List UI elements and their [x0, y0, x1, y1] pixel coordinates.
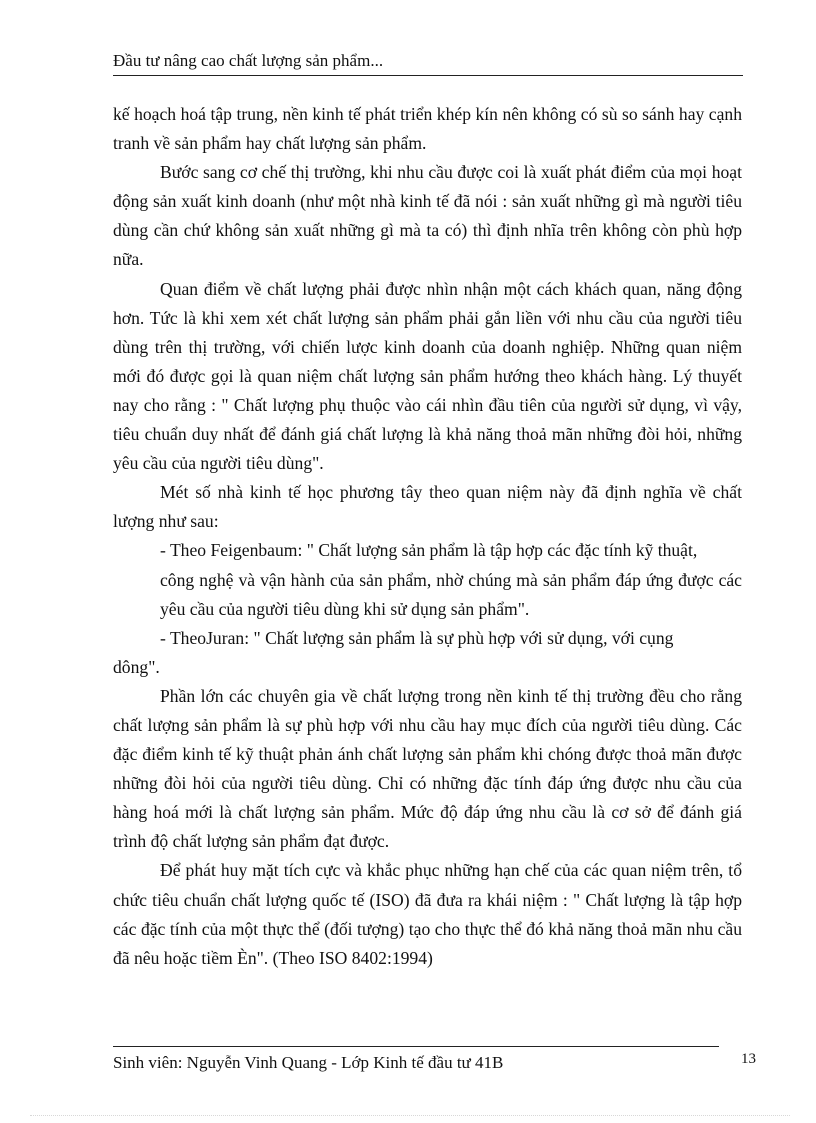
page-body: [113, 100, 742, 973]
paragraph-continuation: kế hoạch hoá tập trung, nền kinh tế phát triển khép kín nên không có sù so sánh hay cạnh tranh về sản phẩm hay chất lượng sản phẩm.: [113, 104, 742, 154]
page-bottom-edge: [30, 1115, 790, 1116]
page-number: 13: [741, 1051, 756, 1067]
quote-feigenbaum-cont: công nghệ và vận hành của sản phẩm, nhờ chúng mà sản phẩm đáp ứng được các yêu cầu của người tiêu dùng khi sử dụng sản phẩm".: [160, 569, 742, 619]
quote-feigenbaum-line1: - Theo Feigenbaum: " Chất lượng sản phẩm là tập hợp các đặc tính kỹ thuật,: [160, 540, 698, 561]
quote-juran-line1: - TheoJuran: " Chất lượng sản phẩm là sự phù hợp với sử dụng, với cụng: [160, 627, 674, 648]
quote-juran-cont: dông".: [113, 656, 160, 677]
header-divider: [113, 75, 743, 76]
paragraph-iso-definition: Để phát huy mặt tích cực và khắc phục những hạn chế của các quan niệm trên, tổ chức tiêu chuẩn chất lượng quốc tế (ISO) đã đưa ra khái niệm : " Chất lượng là tập hợp các đặc tính của một thực thể (đối tượng) tạo cho thực thể đó khả năng thoả mãn nhu cầu đã nêu hoặc tiềm Èn". (Theo ISO 8402:1994): [113, 860, 742, 968]
paragraph-experts: Phần lớn các chuyên gia về chất lượng trong nền kinh tế thị trường đều cho rằng chất lượng sản phẩm là sự phù hợp với nhu cầu hay mục đích của người tiêu dùng. Các đặc điểm kinh tế kỹ thuật phản ánh chất lượng sản phẩm khi chóng được thoả mãn được những đòi hỏi của người tiêu dùng. Chỉ có những đặc tính đáp ứng được nhu cầu của hàng hoá mới là chất lượng sản phẩm. Mức độ đáp ứng nhu cầu là cơ sở để đánh giá trình độ chất lượng sản phẩm đạt được.: [113, 685, 742, 852]
footer-divider: [113, 1046, 719, 1047]
running-header: Đầu tư nâng cao chất lượng sản phẩm...: [113, 51, 384, 70]
footer-author-line: Sinh viên: Nguyễn Vinh Quang - Lớp Kinh tế đầu tư 41B: [113, 1053, 504, 1072]
paragraph-objective-view: Quan điểm về chất lượng phải được nhìn nhận một cách khách quan, năng động hơn. Tức là khi xem xét chất lượng sản phẩm phải gắn liền với nhu cầu của người tiêu dùng trên thị trường, với chiến lược kinh doanh của doanh nghiệp. Những quan niệm mới đó được gọi là quan niệm chất lượng sản phẩm hướng theo khách hàng. Lý thuyết nay cho rằng : " Chất lượng phụ thuộc vào cái nhìn đầu tiên của người sử dụng, vì vậy, tiêu chuẩn duy nhất để đánh giá chất lượng là khả năng thoả mãn những đòi hỏi, những yêu cầu của người tiêu dùng".: [113, 278, 742, 474]
paragraph-market-mechanism: Bước sang cơ chế thị trường, khi nhu cầu được coi là xuất phát điểm của mọi hoạt động sản xuất kinh doanh (như một nhà kinh tế đã nói : sản xuất những gì mà người tiêu dùng cần chứ không sản xuất những gì mà ta có) thì định nhĩa trên không còn phù hợp nữa.: [113, 162, 742, 270]
paragraph-western-economists: Mét số nhà kinh tế học phương tây theo quan niệm này đã định nghĩa về chất lượng như sau:: [113, 482, 742, 532]
